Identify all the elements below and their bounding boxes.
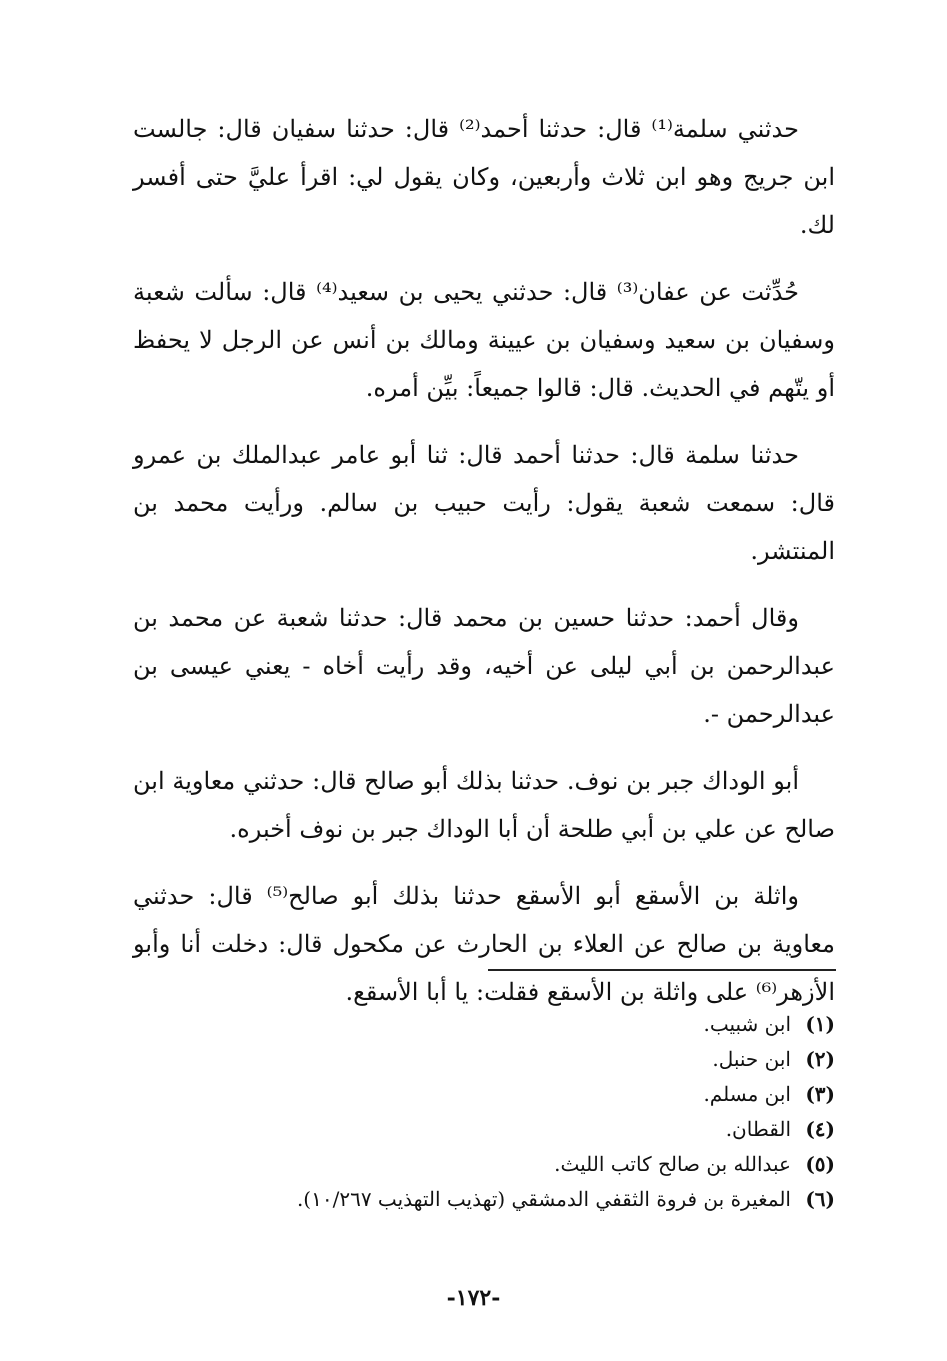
page-number: -١٧٢- [446,1285,501,1311]
footnote-number: (٢) [805,1047,835,1071]
footnote-text: ابن شبيب. [703,1012,791,1036]
paragraph: حدثنا سلمة قال: حدثنا أحمد قال: ثنا أبو عامر عبدالملك بن عمرو قال: سمعت شعبة يقول: رأيت حبيب بن سالم. ورأيت محمد بن المنتشر. [133,441,835,565]
footnotes-list [135,1007,835,1217]
footnote-item [135,1147,835,1182]
footnote-number: (٣) [805,1082,835,1106]
footnote-text: ابن حنبل. [712,1047,791,1071]
footnote-text: المغيرة بن فروة الثقفي الدمشقي (تهذيب التهذيب ١٠/٢٦٧). [296,1187,791,1211]
footnote-divider [488,969,836,971]
paragraph: أبو الوداك جبر بن نوف. حدثنا بذلك أبو صالح قال: حدثني معاوية ابن صالح عن علي بن أبي طلحة أن أبا الوداك جبر بن نوف أخبره. [133,767,835,843]
footnote-number: (٥) [805,1152,835,1176]
paragraph: حدثني سلمة⁽¹⁾ قال: حدثنا أحمد⁽²⁾ قال: حدثنا سفيان قال: جالست ابن جريج وهو ابن ثلاث وأربعين، وكان يقول لي: اقرأ عليَّ حتى أفسر لك. [133,115,835,239]
footnote-item [135,1112,835,1147]
footnote-item [135,1182,835,1217]
footnote-text: عبدالله بن صالح كاتب الليث. [554,1152,791,1176]
paragraph: وقال أحمد: حدثنا حسين بن محمد قال: حدثنا شعبة عن محمد بن عبدالرحمن بن أبي ليلى عن أخيه، وقد رأيت أخاه - يعني عيسى بن عبدالرحمن -. [133,604,835,728]
footnote-text: القطان. [725,1117,791,1141]
footnote-text: ابن مسلم. [703,1082,791,1106]
paragraph: واثلة بن الأسقع أبو الأسقع حدثنا بذلك أبو صالح⁽⁵⁾ قال: حدثني معاوية بن صالح عن العلاء بن الحارث عن مكحول قال: دخلت أنا وأبو الأزهر⁽⁶⁾ على واثلة بن الأسقع فقلت: يا أبا الأسقع. [133,882,835,1006]
main-text [133,105,835,1035]
footnote-item [135,1042,835,1077]
footnote-number: (٤) [805,1117,835,1141]
footnote-number: (٦) [805,1187,835,1211]
footnote-item [135,1077,835,1112]
footnote-number: (١) [805,1012,835,1036]
footnote-item [135,1007,835,1042]
paragraph: حُدِّثت عن عفان⁽³⁾ قال: حدثني يحيى بن سعيد⁽⁴⁾ قال: سألت شعبة وسفيان بن سعيد وسفيان بن عيينة ومالك بن أنس عن الرجل لا يحفظ أو يتّهم في الحديث. قال: قالوا جميعاً: بيِّن أمره. [133,278,835,402]
